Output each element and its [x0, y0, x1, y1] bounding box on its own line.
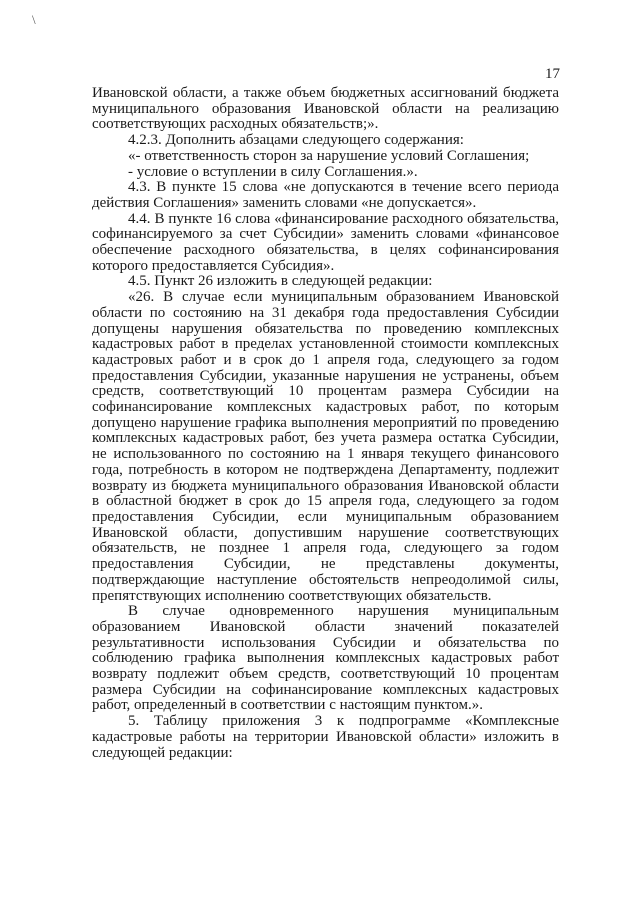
paragraph-simultaneous-violation: В случае одновременного нарушения муниципальным образованием Ивановской области значений показателей результативности использования Субсидии и обязательства по соблюдению графика выполнения комплексных кадастровых работ возврату подлежит объем средств, соответствующий 10 процентам размера Субсидии на софинансирование комплексных кадастровых работ, определенный в соответствии с настоящим пунктом.».: [92, 603, 559, 714]
paragraph-responsibility: «- ответственность сторон за нарушение условий Соглашения;: [128, 147, 530, 164]
paragraph-5-table: 5. Таблицу приложения 3 к подпрограмме «Комплексные кадастровые работы на территории Ивановской области» изложить в следующей редакции:: [92, 713, 559, 761]
paragraph-4-3: 4.3. В пункте 15 слова «не допускаются в течение всего периода действия Соглашения» заменить словами «не допускается».: [92, 179, 559, 211]
paragraph-26: «26. В случае если муниципальным образованием Ивановской области по состоянию на 31 декабря года предоставления Субсидии допущены нарушения обязательства по проведению комплексных кадастровых работ в пределах установленной стоимости комплексных кадастровых работ и в срок до 1 апреля года, следующего за годом предоставления Субсидии, указанные нарушения не устранены, объем средств, соответствующий 10 процентам размера Субсидии на софинансирование комплексных кадастровых работ, по которым допущено нарушение графика выполнения мероприятий по проведению комплексных кадастровых работ, без учета размера остатка Субсидии, не использованного по состоянию на 1 января текущего финансового года, потребность в котором не подтверждена Департаменту, подлежит возврату из бюджета муниципального образования Ивановской области в областной бюджет в срок до 15 апреля года, следующего за годом предоставления Субсидии, если муниципальным образованием Ивановской области, допустившим нарушение соответствующих обязательств, не позднее 1 апреля года, следующего за годом предоставления Субсидии, не представлены документы, подтверждающие наступление обстоятельств непреодолимой силы, препятствующих исполнению соответствующих обязательств.: [92, 289, 559, 604]
paragraph-4-5: 4.5. Пункт 26 изложить в следующей редакции:: [128, 273, 433, 290]
scan-mark: \: [32, 12, 36, 27]
page-number: 17: [545, 66, 560, 82]
paragraph-continuation: Ивановской области, а также объем бюджетных ассигнований бюджета муниципального образования Ивановской области на реализацию соответствующих расходных обязательств;».: [92, 85, 559, 133]
document-body: [92, 86, 559, 761]
paragraph-4-4: 4.4. В пункте 16 слова «финансирование расходного обязательства, софинансируемого за счет Субсидии» заменить словами «финансовое обеспечение расходного обязательства, в целях софинансирования которого предоставляется Субсидия».: [92, 210, 559, 274]
paragraph-4-2-3: 4.2.3. Дополнить абзацами следующего содержания:: [128, 132, 464, 149]
paragraph-entry-into-force: - условие о вступлении в силу Соглашения.».: [128, 163, 418, 180]
